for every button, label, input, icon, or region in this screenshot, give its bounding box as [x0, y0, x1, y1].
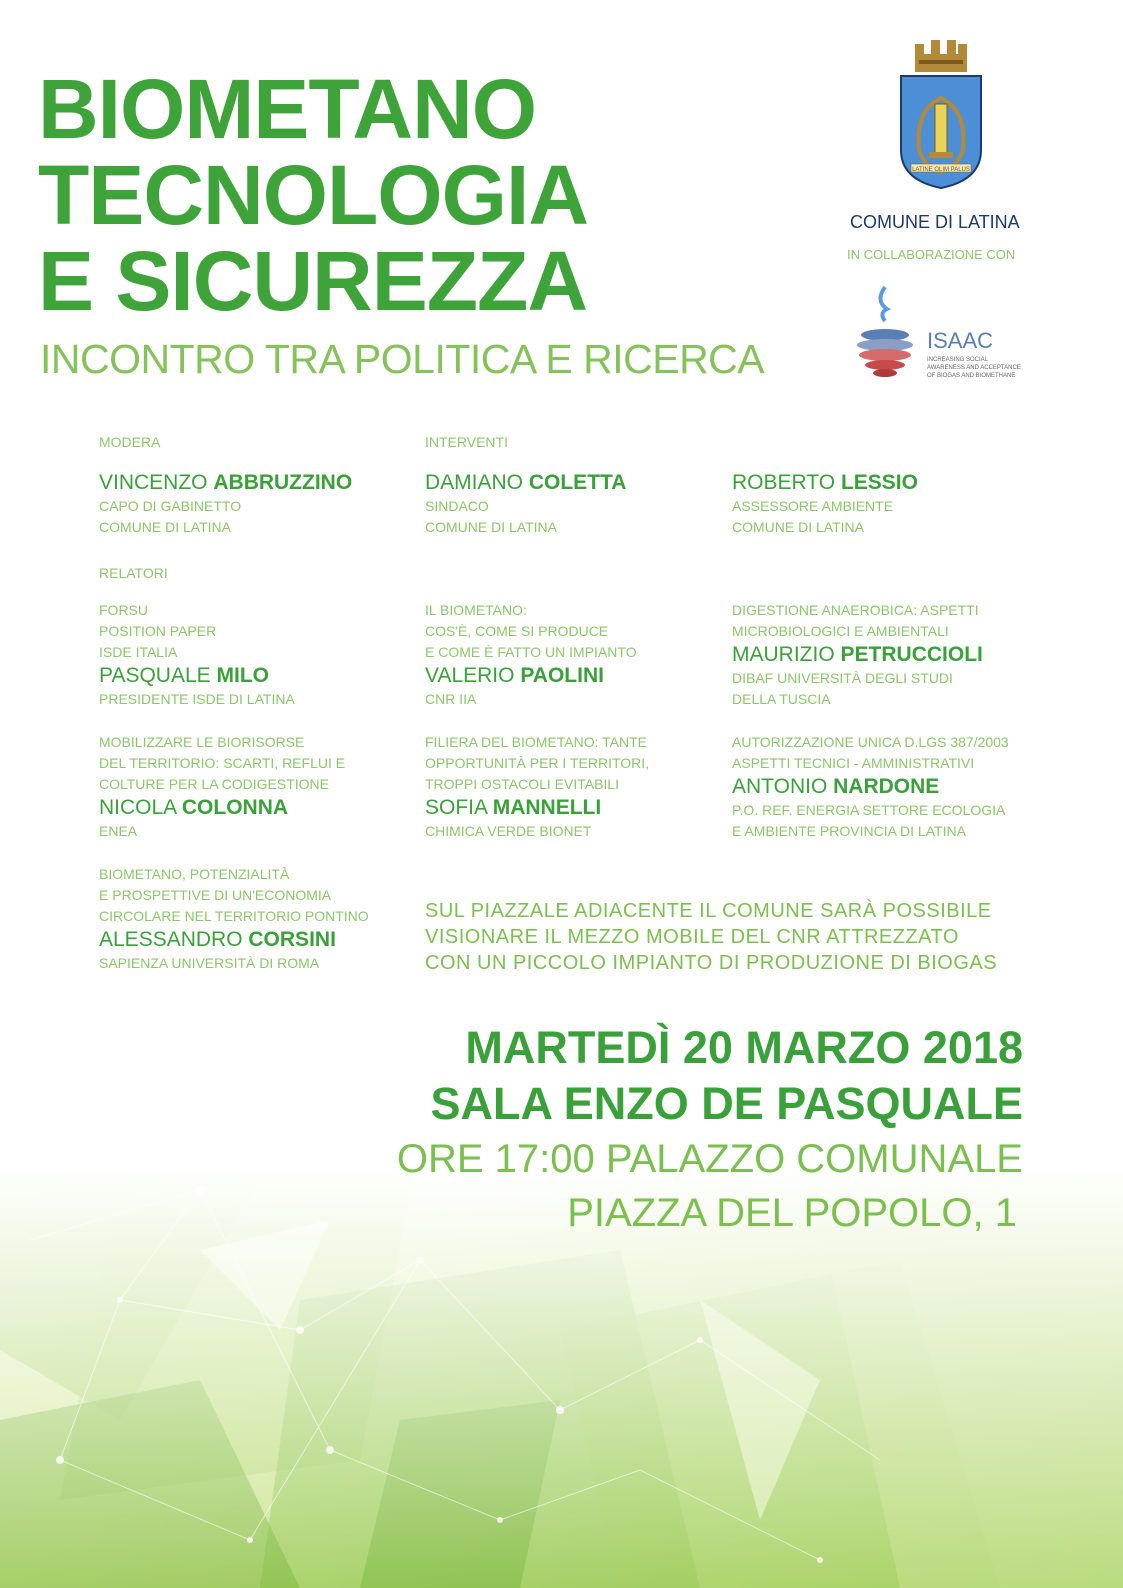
event-time-place: ORE 17:00 PALAZZO COMUNALE — [396, 1137, 1023, 1181]
subtitle: INCONTRO TRA POLITICA E RICERCA — [40, 336, 765, 382]
speaker-first-name: SOFIA — [425, 796, 487, 819]
event-info — [397, 1020, 1023, 1240]
speaker-last-name: CORSINI — [248, 928, 336, 951]
isaac-name: ISAAC — [927, 328, 994, 353]
relatore-block — [425, 600, 637, 710]
speaker-role: ENEA — [99, 823, 138, 839]
isaac-subtitle-line: INCREASING SOCIAL — [927, 357, 989, 363]
collaboration-label: IN COLLABORAZIONE CON — [847, 247, 1016, 262]
talk-topic: BIOMETANO, POTENZIALITÀ — [99, 866, 290, 882]
talk-topic: TROPPI OSTACOLI EVITABILI — [425, 776, 619, 792]
speaker-role: CAPO DI GABINETTO — [99, 498, 242, 514]
speaker-name — [732, 774, 1009, 800]
talk-topic: CIRCOLARE NEL TERRITORIO PONTINO — [99, 908, 369, 924]
speaker-last-name: COLETTA — [528, 471, 627, 494]
talk-topic: FORSU — [99, 602, 148, 618]
event-address: PIAZZA DEL POPOLO, 1 — [567, 1191, 1017, 1235]
speaker-first-name: VINCENZO — [99, 471, 208, 494]
speaker-first-name: VALERIO — [425, 664, 515, 687]
talk-topic: E PROSPETTIVE DI UN'ECONOMIA — [99, 887, 332, 903]
event-room-name: ENZO DE PASQUALE — [563, 1078, 1023, 1129]
speaker-role: P.O. REF. ENERGIA SETTORE ECOLOGIA — [732, 802, 1006, 818]
comune-di-latina-label: COMUNE DI LATINA — [850, 212, 1020, 232]
speaker-last-name: ABBRUZZINO — [213, 471, 353, 494]
speaker-last-name: MILO — [216, 664, 269, 687]
title-line-3: E SICUREZZA — [38, 234, 588, 328]
isaac-subtitle-line: AWARENESS AND ACCEPTANCE — [927, 365, 1021, 371]
speaker-role: PRESIDENTE ISDE DI LATINA — [99, 691, 295, 707]
note-line: VISIONARE IL MEZZO MOBILE DEL CNR ATTREZZATO — [425, 926, 959, 948]
talk-topic: FILIERA DEL BIOMETANO: TANTE — [425, 734, 647, 750]
speaker-role: CNR IIA — [425, 691, 477, 707]
label-relatori: RELATORI — [99, 565, 168, 581]
intervento-block — [425, 470, 626, 538]
speaker-role: COMUNE DI LATINA — [732, 519, 864, 535]
crest-motto: LATINE OLIM PALUS — [912, 167, 970, 173]
relatore-block — [732, 732, 1009, 842]
speaker-last-name: MANNELLI — [492, 796, 602, 819]
speaker-role: SAPIENZA UNIVERSITÀ DI ROMA — [99, 955, 320, 971]
speaker-role: DIBAF UNIVERSITÀ DEGLI STUDI — [732, 670, 953, 686]
speaker-role: CHIMICA VERDE BIONET — [425, 823, 592, 839]
speaker-name — [732, 642, 983, 668]
speaker-role: SINDACO — [425, 498, 489, 514]
relatore-block — [732, 600, 983, 710]
talk-topic: POSITION PAPER — [99, 623, 217, 639]
event-room-prefix: SALA — [430, 1078, 552, 1129]
note-line: SUL PIAZZALE ADIACENTE IL COMUNE SARÀ POSSIBILE — [425, 900, 992, 922]
moderator-block — [99, 470, 352, 538]
label-interventi: INTERVENTI — [425, 434, 508, 450]
relatore-block — [425, 732, 649, 842]
isaac-logo-icon — [845, 283, 925, 383]
comune-crest-icon — [895, 40, 987, 190]
speaker-last-name: NARDONE — [833, 775, 940, 798]
talk-topic: DEL TERRITORIO: SCARTI, REFLUI E — [99, 755, 346, 771]
event-date: MARTEDÌ 20 MARZO 2018 — [465, 1022, 1023, 1073]
title-line-1: BIOMETANO — [38, 62, 537, 156]
speaker-last-name: LESSIO — [840, 471, 918, 494]
speaker-first-name: ROBERTO — [732, 471, 836, 494]
talk-topic: MOBILIZZARE LE BIORISORSE — [99, 734, 305, 750]
relatore-block — [99, 600, 295, 710]
speaker-role: ASSESSORE AMBIENTE — [732, 498, 894, 514]
intervento-block — [732, 470, 918, 538]
talk-topic: COLTURE PER LA CODIGESTIONE — [99, 776, 330, 792]
speaker-last-name: PAOLINI — [520, 664, 604, 687]
speaker-role: DELLA TUSCIA — [732, 691, 831, 707]
speaker-name — [99, 470, 352, 496]
note-line: CON UN PICCOLO IMPIANTO DI PRODUZIONE DI BIOGAS — [425, 952, 998, 974]
speaker-first-name: ANTONIO — [732, 775, 828, 798]
speaker-name — [425, 795, 649, 821]
speaker-first-name: MAURIZIO — [732, 643, 835, 666]
speaker-last-name: COLONNA — [181, 796, 289, 819]
isaac-subtitle — [927, 356, 1021, 380]
relatore-block — [99, 732, 345, 842]
label-modera: MODERA — [99, 434, 161, 450]
speaker-name — [425, 663, 637, 689]
speaker-name — [425, 470, 626, 496]
relatore-block — [99, 864, 369, 974]
talk-topic: MICROBIOLOGICI E AMBIENTALI — [732, 623, 949, 639]
speaker-name — [99, 795, 345, 821]
isaac-subtitle-line: OF BIOGAS AND BIOMETHANE — [927, 373, 1016, 379]
talk-topic: AUTORIZZAZIONE UNICA D.LGS 387/2003 — [732, 734, 1009, 750]
speaker-name — [99, 927, 369, 953]
speaker-role: E AMBIENTE PROVINCIA DI LATINA — [732, 823, 966, 839]
talk-topic: ASPETTI TECNICI - AMMINISTRATIVI — [732, 755, 975, 771]
mobile-lab-note — [425, 898, 997, 976]
talk-topic: E COME È FATTO UN IMPIANTO — [425, 644, 637, 660]
title-line-2: TECNOLOGIA — [38, 148, 588, 242]
talk-topic: DIGESTIONE ANAEROBICA: ASPETTI — [732, 602, 979, 618]
speaker-role: COMUNE DI LATINA — [99, 519, 231, 535]
speaker-first-name: ALESSANDRO — [99, 928, 243, 951]
talk-topic: OPPORTUNITÀ PER I TERRITORI, — [425, 755, 650, 771]
speaker-name — [99, 663, 295, 689]
speaker-name — [732, 470, 918, 496]
speaker-role: COMUNE DI LATINA — [425, 519, 557, 535]
speaker-last-name: PETRUCCIOLI — [840, 643, 983, 666]
speaker-first-name: NICOLA — [99, 796, 177, 819]
speaker-first-name: DAMIANO — [425, 471, 524, 494]
talk-topic: IL BIOMETANO: — [425, 602, 527, 618]
speaker-first-name: PASQUALE — [99, 664, 211, 687]
talk-topic: ISDE ITALIA — [99, 644, 178, 660]
event-room — [397, 1076, 1023, 1132]
talk-topic: COS'È, COME SI PRODUCE — [425, 623, 609, 639]
